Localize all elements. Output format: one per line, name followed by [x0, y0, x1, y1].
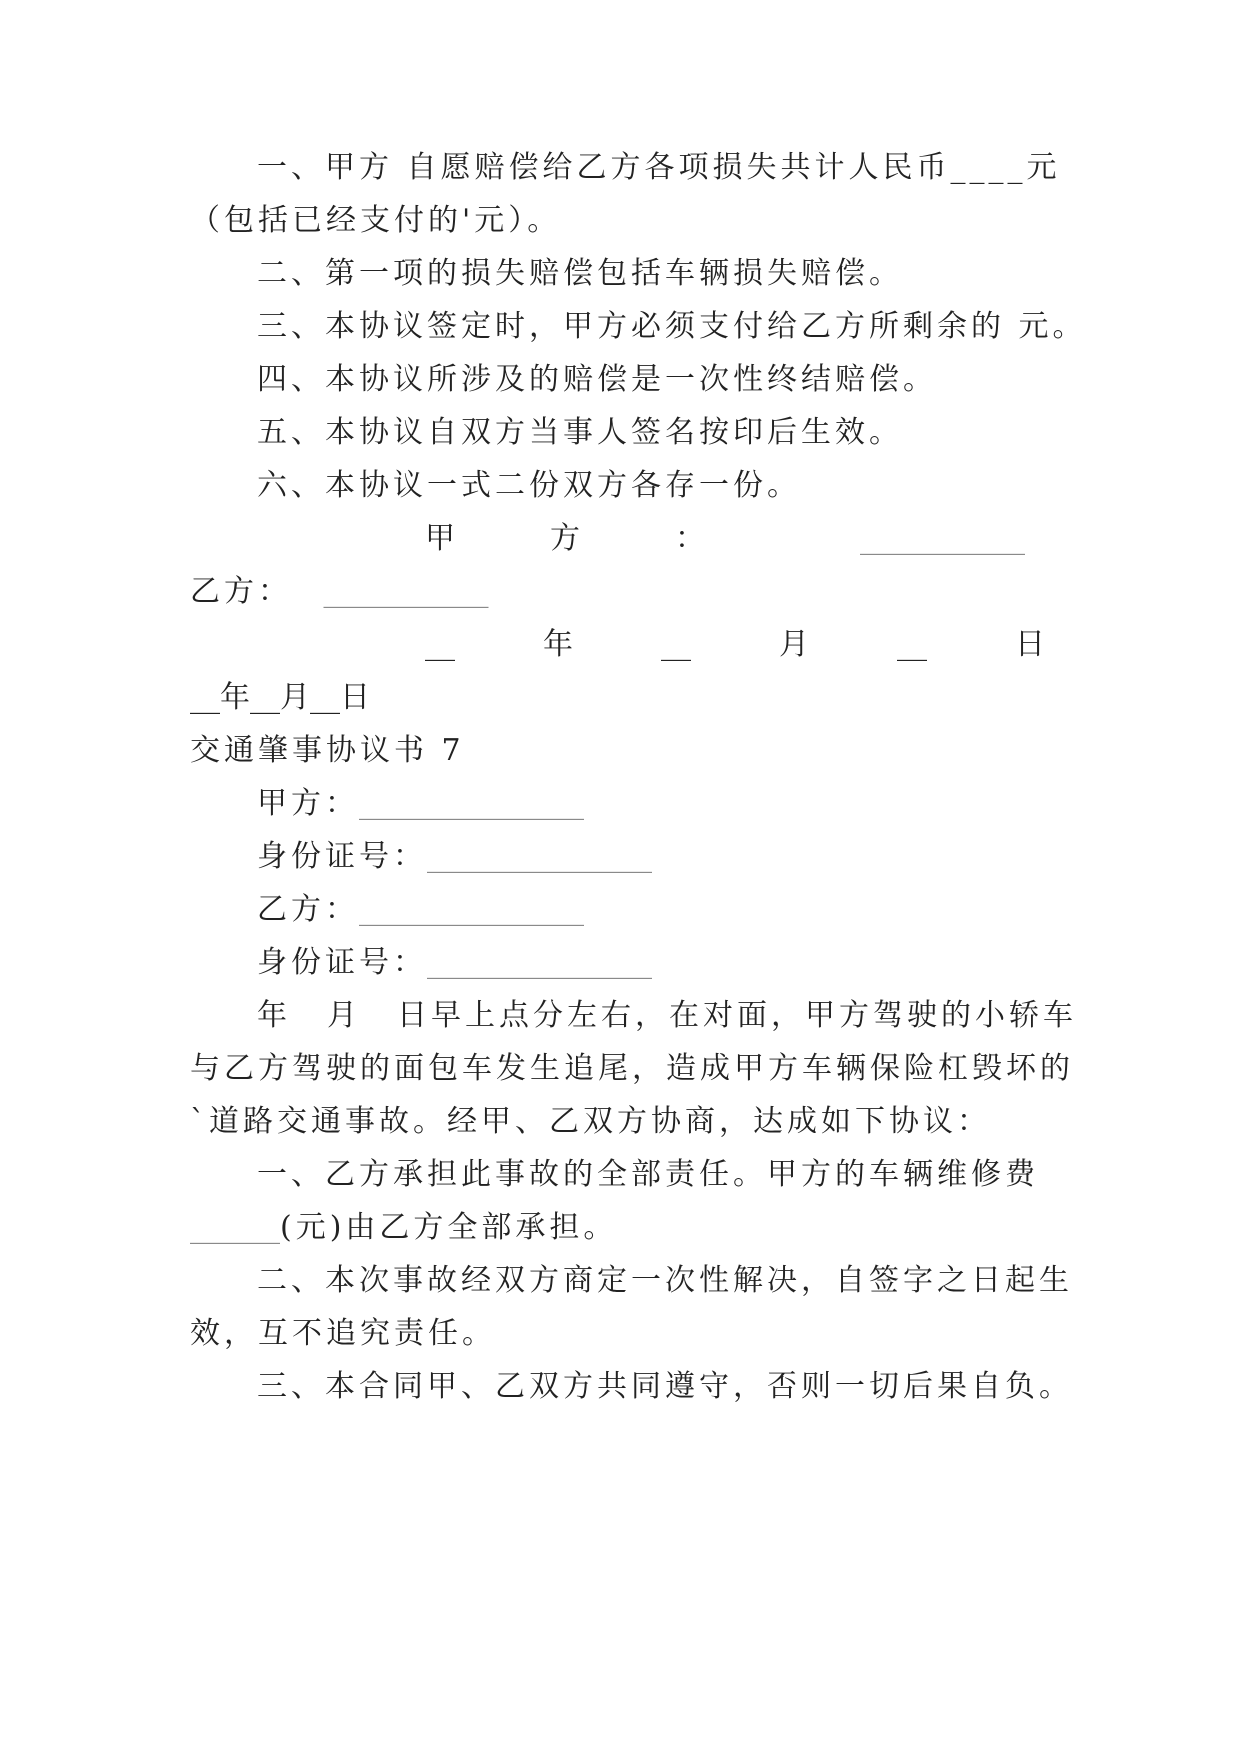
narrative-year: 年	[257, 998, 291, 1033]
agreement-title: 交通肇事协议书 7	[190, 733, 465, 768]
clause-3: 三、本协议签定时，甲方必须支付给乙方所剩余的 元。	[257, 309, 1087, 344]
date-year-blank: __	[425, 627, 455, 662]
party-b-field	[257, 887, 1070, 933]
clause-4: 四、本协议所涉及的赔偿是一次性终结赔偿。	[257, 362, 937, 397]
party-a-field	[257, 781, 1070, 827]
date-year-label: 年	[543, 627, 573, 662]
date-day-blank: __	[897, 627, 927, 662]
date-month-blank: __	[661, 627, 691, 662]
party-a-signature-blank: ___________	[860, 521, 1025, 556]
repair-fee-text: (元)由乙方全部承担。	[280, 1210, 618, 1245]
clause-5: 五、本协议自双方当事人签名按印后生效。	[257, 415, 903, 450]
party-a-char: 方	[550, 521, 580, 556]
narrative-line-2: 与乙方驾驶的面包车发生追尾，造成甲方车辆保险杠毁坏的	[190, 1051, 1074, 1086]
narrative-line-1	[257, 993, 1077, 1039]
clause-1-line-1: 一、甲方 自愿赔偿给乙方各项损失共计人民币____元	[257, 150, 1061, 185]
date-month-label: 月	[779, 627, 809, 662]
party-b-blank: _______________	[359, 892, 584, 927]
party-a-signature-label	[425, 516, 705, 562]
party-a-id-blank: _______________	[427, 839, 652, 874]
date-row-2: __年__月__日	[190, 680, 370, 715]
party-b-signature-row	[190, 569, 1070, 615]
b-clause-3: 三、本合同甲、乙双方共同遵守，否则一切后果自负。	[257, 1369, 1073, 1404]
party-b-label: 乙方：	[190, 574, 292, 609]
b-clause-2-line-1: 二、本次事故经双方商定一次性解决，自签字之日起生	[257, 1263, 1073, 1298]
clause-2: 二、第一项的损失赔偿包括车辆损失赔偿。	[257, 256, 903, 291]
b-clause-1-line-1: 一、乙方承担此事故的全部责任。甲方的车辆维修费	[257, 1157, 1039, 1192]
party-b-label-2: 乙方：	[257, 892, 359, 927]
party-a-id-label: 身份证号：	[257, 839, 427, 874]
b-clause-2-line-2: 效，互不追究责任。	[190, 1316, 496, 1351]
party-b-id-blank: _______________	[427, 945, 652, 980]
party-a-char: 甲	[425, 521, 455, 556]
party-b-id-field	[257, 940, 1070, 986]
date-day-label: 日	[1015, 627, 1045, 662]
party-b-signature-blank: ___________	[323, 574, 489, 609]
party-b-id-label: 身份证号：	[257, 945, 427, 980]
party-a-blank: _______________	[359, 786, 584, 821]
party-a-id-field	[257, 834, 1070, 880]
narrative-month: 月	[327, 998, 361, 1033]
narrative-line-3: `道路交通事故。经甲、乙双方协商，达成如下协议：	[190, 1104, 991, 1139]
b-clause-1-line-2	[190, 1205, 1070, 1251]
party-a-label: 甲方：	[257, 786, 359, 821]
clause-1-line-2: （包括已经支付的'元）。	[190, 203, 562, 238]
clause-6: 六、本协议一式二份双方各存一份。	[257, 468, 801, 503]
date-row-1	[425, 622, 1045, 668]
narrative-rest: 日早上点分左右，在对面，甲方驾驶的小轿车	[397, 998, 1077, 1033]
repair-fee-blank: ______	[190, 1210, 280, 1245]
party-a-char: ：	[675, 521, 705, 556]
